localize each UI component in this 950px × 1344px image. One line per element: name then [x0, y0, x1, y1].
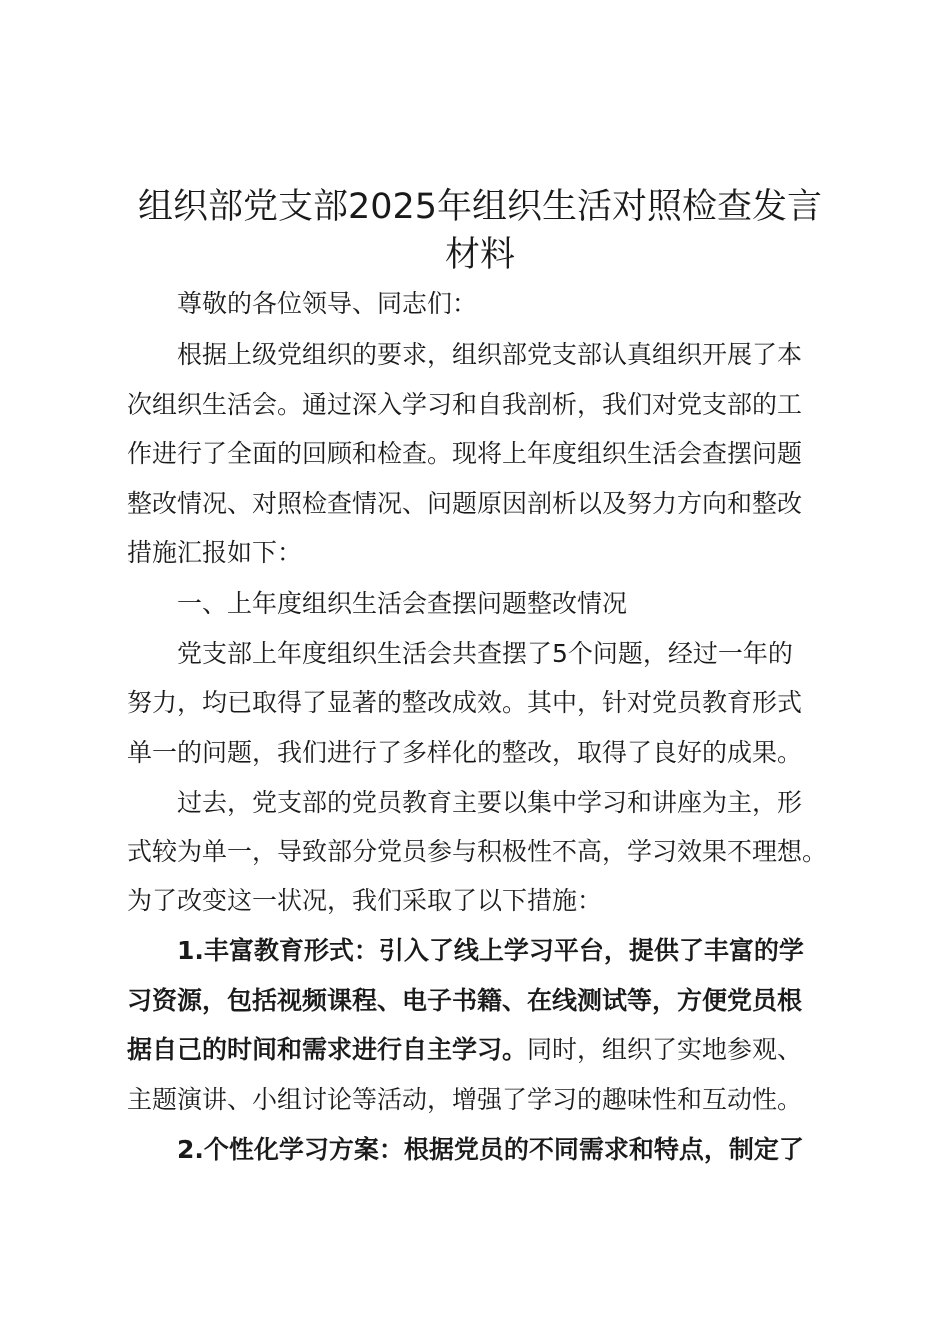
line-text: 为了改变这一状况，我们采取了以下措施：: [127, 886, 603, 915]
line-text: 单一的问题，我们进行了多样化的整改，取得了良好的成果。: [127, 738, 803, 767]
text-line: [127, 736, 802, 770]
line-text: 过去，党支部的党员教育主要以集中学习和讲座为主，形: [177, 788, 803, 817]
line-text: 式较为单一，导致部分党员参与积极性不高，学习效果不理想。: [127, 837, 828, 866]
text-line: [127, 437, 802, 471]
bold-line: [177, 1133, 804, 1167]
document-title-continuation: 材料: [444, 235, 515, 275]
text-line: [177, 786, 802, 820]
bold-text: 据自己的时间和需求进行自主学习。: [127, 1035, 528, 1064]
line-text: 党支部上年度组织生活会共查摆了5个问题，经过一年的: [177, 639, 793, 668]
bold-line: [177, 934, 804, 968]
text-line: [177, 637, 793, 671]
text-line: [127, 686, 802, 720]
bold-line: [127, 984, 802, 1018]
text-line: [127, 487, 802, 521]
line-text: 习资源，包括视频课程、电子书籍、在线测试等，方便党员根: [127, 986, 803, 1015]
line-text: 努力，均已取得了显著的整改成效。其中，针对党员教育形式: [127, 688, 803, 717]
line-text: 2.个性化学习方案：根据党员的不同需求和特点，制定了: [177, 1135, 804, 1164]
line-text: 作进行了全面的回顾和检查。现将上年度组织生活会查摆问题: [127, 439, 803, 468]
document-title: 组织部党支部2025年组织生活对照检查发言: [137, 187, 823, 227]
mixed-line: [127, 1033, 802, 1067]
text-line: [127, 388, 802, 422]
line-text: 一、上年度组织生活会查摆问题整改情况: [177, 589, 628, 618]
text-line: [177, 287, 477, 321]
line-text: 根据上级党组织的要求，组织部党支部认真组织开展了本: [177, 340, 803, 369]
line-text: 1.丰富教育形式：引入了线上学习平台，提供了丰富的学: [177, 936, 804, 965]
line-text: 次组织生活会。通过深入学习和自我剖析，我们对党支部的工: [127, 390, 803, 419]
text-line: [127, 536, 302, 570]
section-heading: [177, 587, 627, 621]
line-text: 措施汇报如下：: [127, 538, 303, 567]
line-text: 主题演讲、小组讨论等活动，增强了学习的趣味性和互动性。: [127, 1085, 803, 1114]
line-text: 同时，组织了实地参观、: [527, 1035, 803, 1064]
text-line: [127, 884, 602, 918]
line-text: 整改情况、对照检查情况、问题原因剖析以及努力方向和整改: [127, 489, 803, 518]
line-text: 尊敬的各位领导、同志们：: [177, 289, 478, 318]
text-line: [177, 338, 802, 372]
text-line: [127, 1083, 802, 1117]
text-line: [127, 835, 827, 869]
